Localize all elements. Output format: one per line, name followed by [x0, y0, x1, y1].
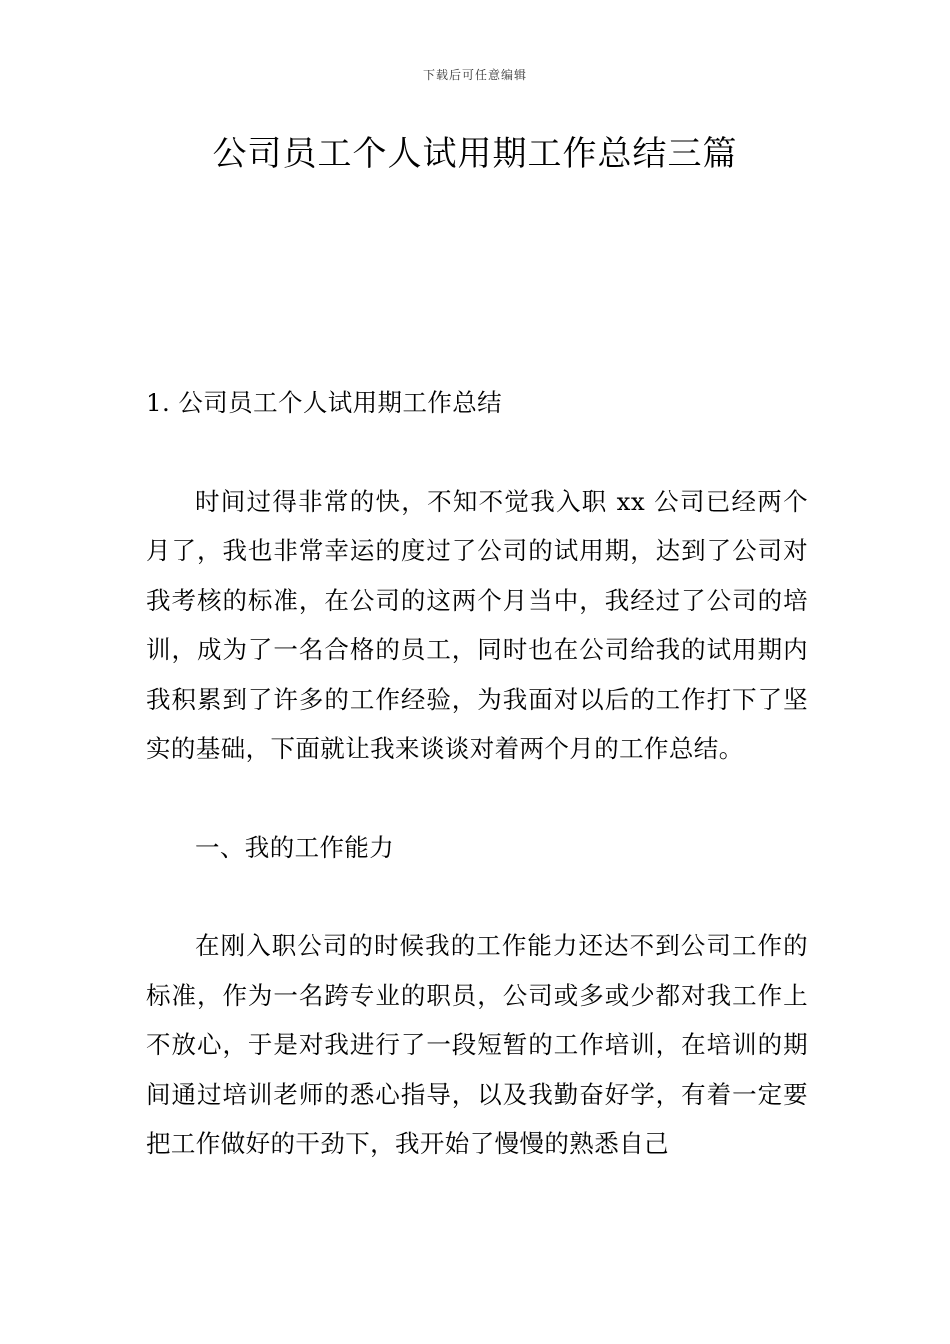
- section-heading: 1. 公司员工个人试用期工作总结: [146, 388, 503, 417]
- paragraph-intro: 时间过得非常的快，不知不觉我入职 xx 公司已经两个月了，我也非常幸运的度过了公司的试用期，达到了公司对我考核的标准，在公司的这两个月当中，我经过了公司的培训，成为了一名合格的员工，同时也在公司给我的试用期内我积累到了许多的工作经验，为我面对以后的工作打下了坚实的基础，下面就让我来谈谈对着两个月的工作总结。: [146, 486, 808, 763]
- spacer: [146, 872, 808, 921]
- subsection-heading: 一、我的工作能力: [195, 832, 395, 862]
- document-body: [146, 378, 808, 1169]
- spacer: [146, 774, 808, 823]
- paragraph-work-ability: 在刚入职公司的时候我的工作能力还达不到公司工作的标准，作为一名跨专业的职员，公司或多或少都对我工作上不放心，于是对我进行了一段短暂的工作培训，在培训的期间通过培训老师的悉心指导，以及我勤奋好学，有着一定要把工作做好的干劲下，我开始了慢慢的熟悉自己: [146, 931, 808, 1158]
- spacer: [146, 428, 808, 477]
- header-note: 下载后可任意编辑: [422, 68, 527, 82]
- document-title: 公司员工个人试用期工作总结三篇: [212, 134, 738, 174]
